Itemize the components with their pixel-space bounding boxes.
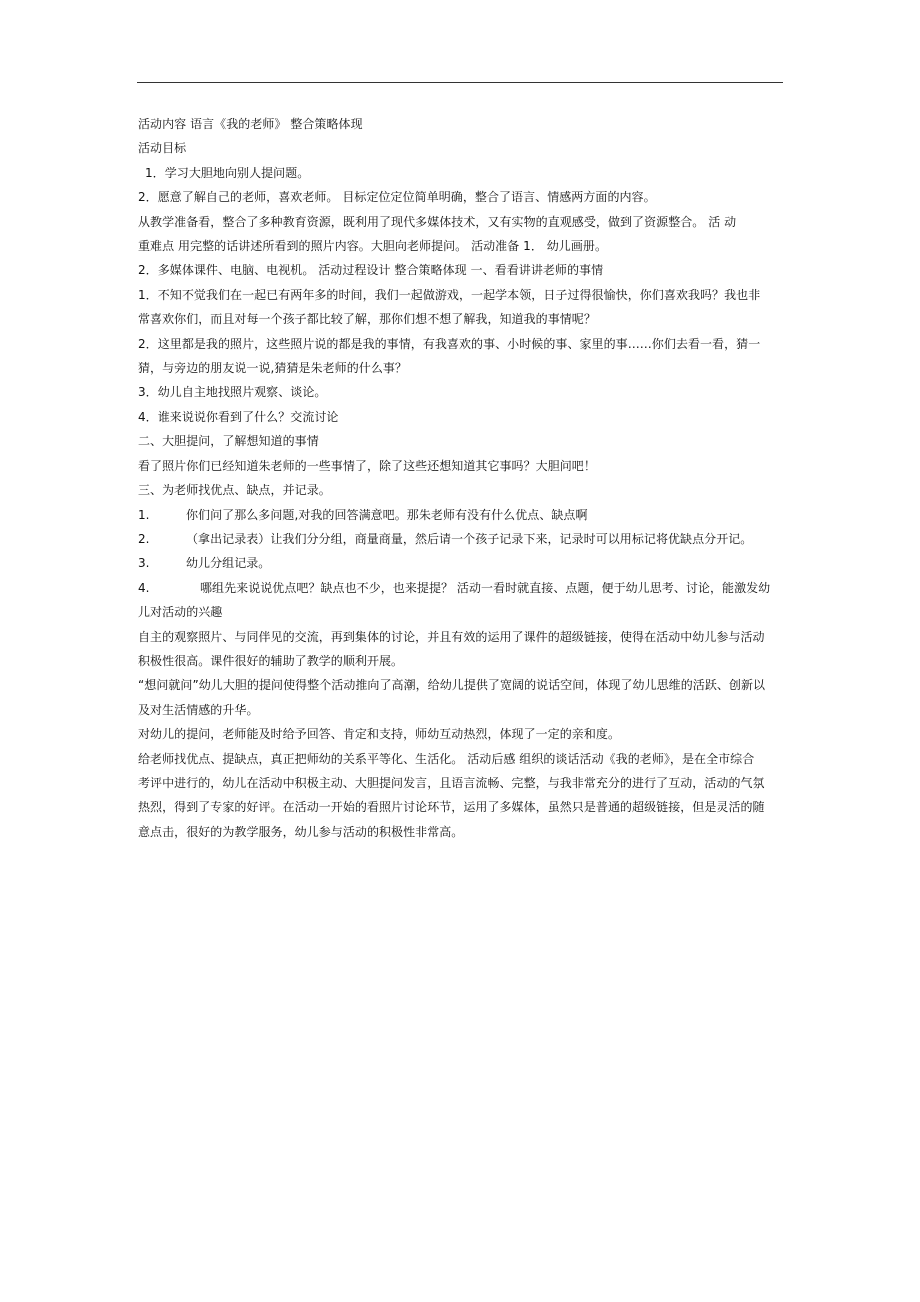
text-line: 1．学习大胆地向别人提问题。 — [145, 165, 310, 180]
text-line: 常喜欢你们，而且对每一个孩子都比较了解，那你们想不想了解我，知道我的事情呢？ — [138, 312, 596, 327]
text-line: 从教学准备看，整合了多种教育资源，既利用了现代多媒体技术，又有实物的直观感受，做到了资源整合。 活 动 — [138, 214, 737, 229]
numbered-item — [138, 551, 783, 575]
item-text: 哪组先来说说优点吧？缺点也不少，也来提提？ 活动一看时就直接、点题，便于幼儿思考、讨论，能激发幼 — [200, 580, 771, 595]
text-line: 2．多媒体课件、电脑、电视机。 活动过程设计 整合策略体现 一、看看讲讲老师的事情 — [138, 263, 604, 278]
item-text: （拿出记录表）让我们分分组，商量商量，然后请一个孩子记录下来，记录时可以用标记将优缺点分开记。 — [186, 531, 753, 546]
item-number: 3. — [138, 556, 150, 571]
text-line: 自主的观察照片、与同伴见的交流，再到集体的讨论，并且有效的运用了课件的超级链接，使得在活动中幼儿参与活动 — [138, 629, 765, 644]
item-text: 幼儿分组记录。 — [186, 556, 271, 571]
text-line: 意点击，很好的为教学服务，幼儿参与活动的积极性非常高。 — [138, 824, 464, 839]
text-line: 给老师找优点、提缺点，真正把师幼的关系平等化、生活化。 活动后感 组织的谈话活动《我的老师》，是在全市综合 — [138, 751, 755, 766]
item-text: 你们问了那么多问题,对我的回答满意吧。那朱老师有没有什么优点、缺点啊 — [186, 507, 588, 522]
text-line: 重难点 用完整的话讲述所看到的照片内容。大胆向老师提问。 活动准备 1． 幼儿画册。 — [138, 239, 607, 254]
text-line: 3．幼儿自主地找照片观察、谈论。 — [138, 385, 327, 400]
text-line: 儿对活动的兴趣 — [138, 605, 223, 620]
header-rule — [137, 82, 783, 83]
numbered-item — [138, 527, 783, 551]
text-line: 及对生活情感的升华。 — [138, 702, 259, 717]
text-line: 活动内容 语言《我的老师》 整合策略体现 — [138, 117, 363, 131]
text-line: 二、大胆提问，了解想知道的事情 — [138, 434, 319, 449]
text-line: 2．愿意了解自己的老师，喜欢老师。 目标定位定位简单明确，整合了语言、情感两方面的内容。 — [138, 190, 656, 205]
text-line: 4．谁来说说你看到了什么？交流讨论 — [138, 409, 339, 424]
item-number: 1. — [138, 507, 150, 522]
text-line: 猜，与旁边的朋友说一说,猜猜是朱老师的什么事？ — [138, 361, 407, 376]
item-number: 4. — [138, 580, 150, 595]
text-line: 2．这里都是我的照片，这些照片说的都是我的事情，有我喜欢的事、小时候的事、家里的事……你们去看一看，猜一 — [138, 336, 761, 351]
text-line: 考评中进行的，幼儿在活动中积极主动、大胆提问发言，且语言流畅、完整，与我非常充分的进行了互动，活动的气氛 — [138, 775, 765, 790]
text-line: 活动目标 — [138, 141, 187, 156]
document-body — [138, 112, 783, 844]
text-line: 1．不知不觉我们在一起已有两年多的时间，我们一起做游戏，一起学本领，日子过得很愉快，你们喜欢我吗？我也非 — [138, 287, 761, 302]
text-line: 看了照片你们已经知道朱老师的一些事情了，除了这些还想知道其它事吗？大胆问吧！ — [138, 458, 596, 473]
text-line: “想问就问”幼儿大胆的提问使得整个活动推向了高潮，给幼儿提供了宽阔的说话空间，体现了幼儿思维的活跃、创新以 — [138, 678, 766, 693]
numbered-item — [138, 576, 783, 600]
numbered-item — [138, 503, 783, 527]
text-line: 对幼儿的提问，老师能及时给予回答、肯定和支持，师幼互动热烈，体现了一定的亲和度。 — [138, 727, 621, 742]
text-line: 热烈，得到了专家的好评。在活动一开始的看照片讨论环节，运用了多媒体，虽然只是普通的超级链接，但是灵活的随 — [138, 800, 765, 815]
text-line: 三、为老师找优点、缺点，并记录。 — [138, 483, 331, 498]
item-number: 2. — [138, 531, 150, 546]
text-line: 积极性很高。课件很好的辅助了教学的顺利开展。 — [138, 653, 404, 668]
